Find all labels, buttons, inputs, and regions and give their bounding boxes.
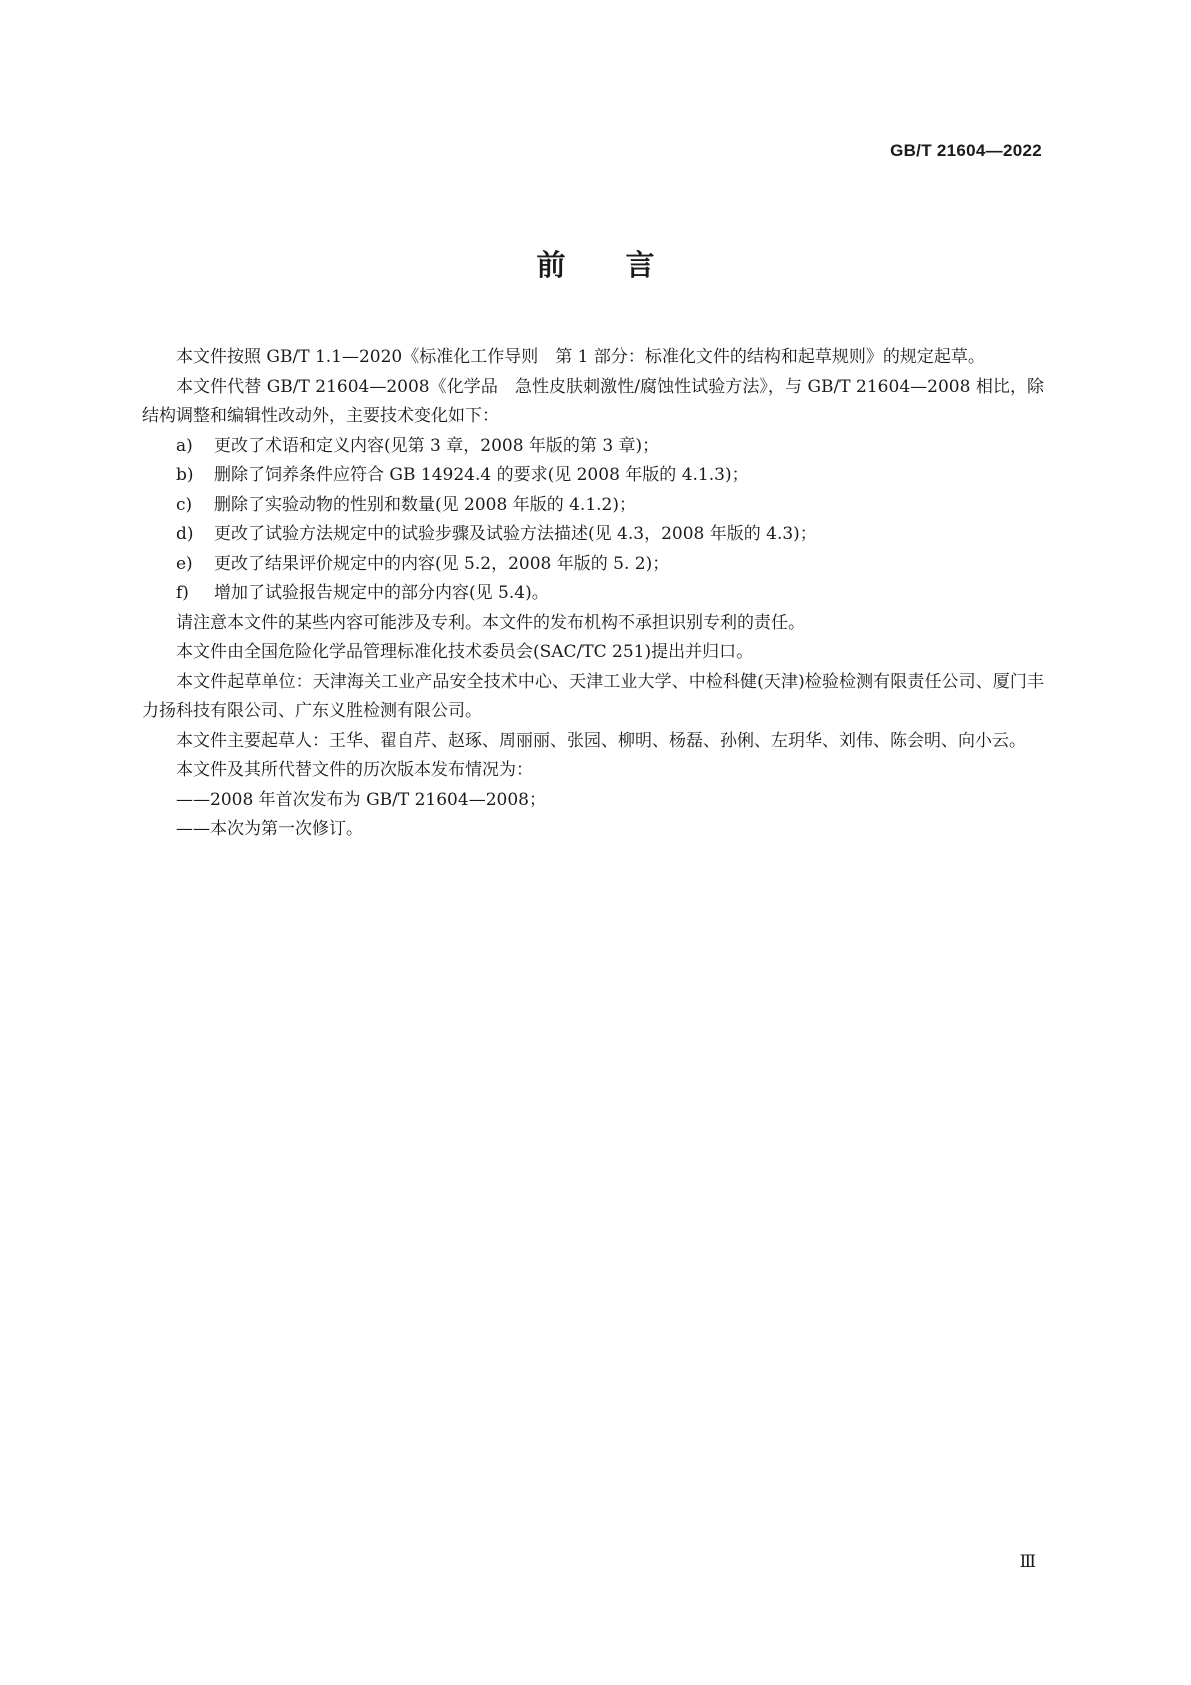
change-item-text: 更改了术语和定义内容(见第 3 章，2008 年版的第 3 章)； [214,435,660,456]
change-item-marker: b) [176,465,194,485]
paragraph-drafting-rules: 本文件按照 GB/T 1.1—2020《标准化工作导则 第 1 部分：标准化文件的结构和起草规则》的规定起草。 [176,347,985,367]
paragraph-drafting-units: 本文件起草单位：天津海关工业产品安全技术中心、天津工业大学、中检科健(天津)检验检测有限责任公司、厦门丰力扬科技有限公司、广东义胜检测有限公司。 [142,671,1044,721]
paragraph-drafters: 本文件主要起草人：王华、翟自芹、赵琢、周丽丽、张园、柳明、杨磊、孙俐、左玥华、刘伟、陈会明、向小云。 [176,730,1026,751]
change-item-text: 更改了试验方法规定中的试验步骤及试验方法描述(见 4.3，2008 年版的 4.3)； [214,524,817,544]
paragraph-replacement: 本文件代替 GB/T 21604—2008《化学品 急性皮肤刺激性/腐蚀性试验方法》，与 GB/T 21604—2008 相比，除结构调整和编辑性改动外，主要技术变化如下： [142,376,1044,426]
change-item [142,550,1044,580]
change-item-text: 删除了实验动物的性别和数量(见 2008 年版的 4.1.2)； [214,494,636,515]
page-title: 前言 [536,248,715,282]
paragraph-version-history: 本文件及其所代替文件的历次版本发布情况为： [176,760,533,780]
history-item: ——本次为第一次修订。 [176,819,363,839]
change-item-marker: d) [176,524,194,544]
change-item [142,491,1044,521]
paragraph-committee: 本文件由全国危险化学品管理标准化技术委员会(SAC/TC 251)提出并归口。 [176,642,754,662]
change-item-text: 删除了饲养条件应符合 GB 14924.4 的要求(见 2008 年版的 4.1.3)； [214,465,749,485]
foreword-body [142,343,1044,845]
change-item-text: 更改了结果评价规定中的内容(见 5.2，2008 年版的 5. 2)； [214,553,670,574]
change-item-marker: f) [176,583,189,603]
change-item-marker: a) [176,435,193,456]
page-number: Ⅲ [1019,1552,1036,1572]
change-item-marker: c) [176,494,193,515]
change-item [142,461,1044,491]
change-item [142,432,1044,462]
paragraph-patent-notice: 请注意本文件的某些内容可能涉及专利。本文件的发布机构不承担识别专利的责任。 [176,612,805,633]
change-item-text: 增加了试验报告规定中的部分内容(见 5.4)。 [214,583,549,603]
change-item [142,520,1044,550]
history-item: ——2008 年首次发布为 GB/T 21604—2008； [176,789,546,810]
change-item [142,579,1044,609]
change-item-marker: e) [176,553,193,574]
standard-code: GB/T 21604—2022 [890,141,1042,160]
